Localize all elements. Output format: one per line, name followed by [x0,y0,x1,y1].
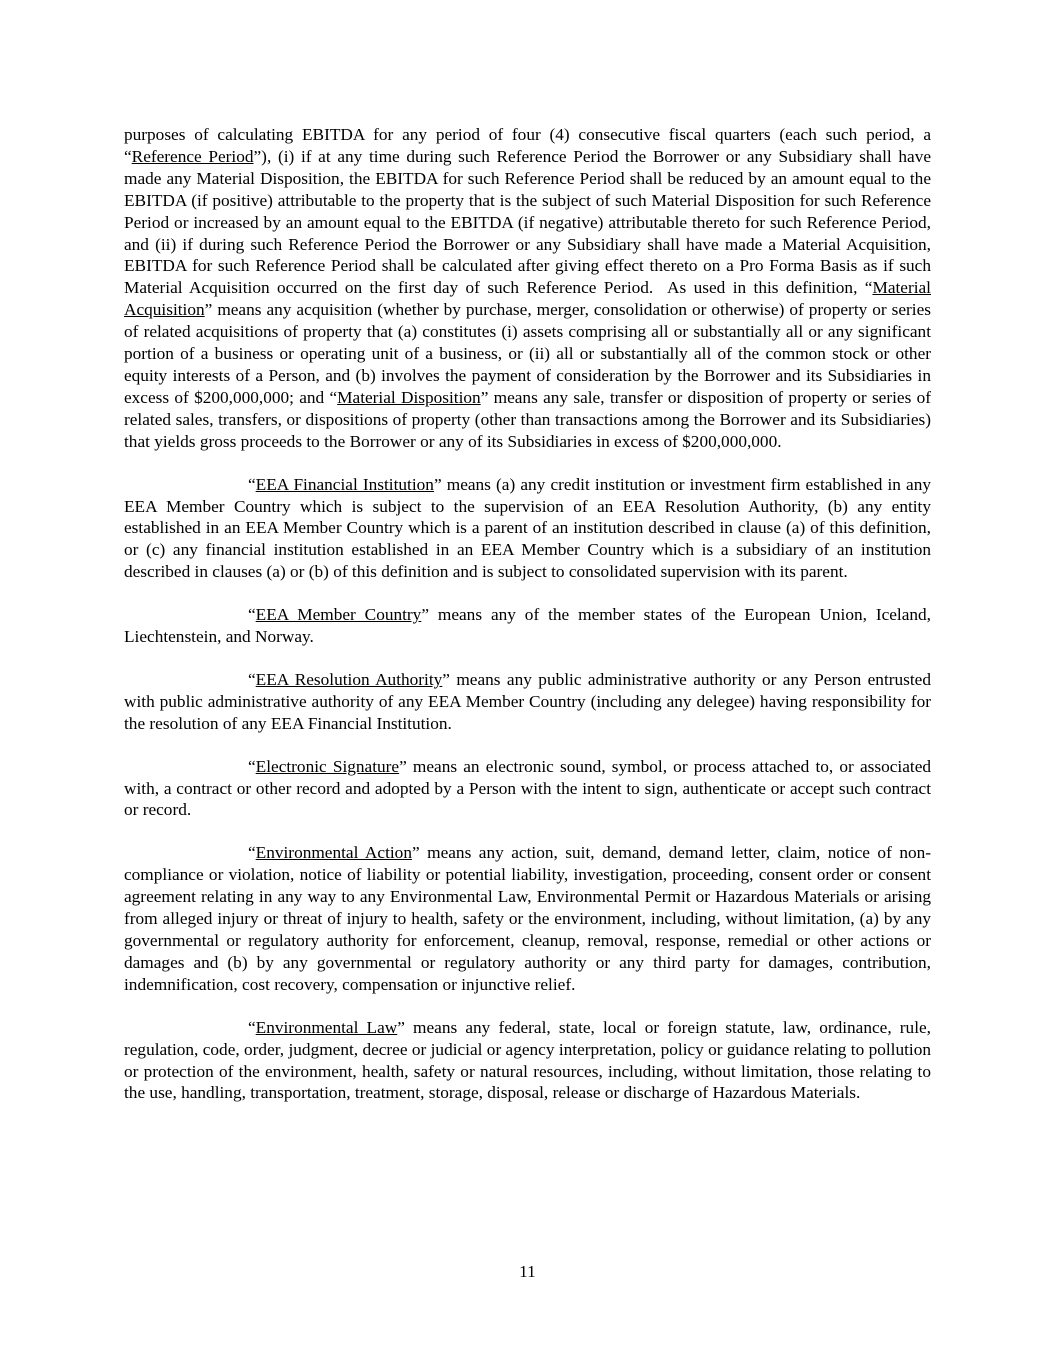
paragraph-text: ” means (a) any credit institution or investment firm established in any EEA Member Country which is subject to the supervision of an EEA Resolution Authority, (b) any entity established in an EEA Member Country which is a parent of an institution described in clause (a) of this definition, or (c) any financial institution established in an EEA Member Country which is a subsidiary of an institution described in clauses (a) or (b) of this definition and is subject to consolidated supervision with its parent. [124,474,931,582]
defined-term: Material Disposition [337,387,481,407]
defined-term: EEA Financial Institution [255,474,434,494]
paragraph-text: ” means any action, suit, demand, demand letter, claim, notice of non-compliance or violation, notice of liability or potential liability, investigation, proceeding, consent order or consent agreement relating in any way to any Environmental Law, Environmental Permit or Hazardous Materials or arising from alleged injury or threat of injury to health, safety or the environment, including, without limitation, (a) by any governmental or regulatory authority for enforcement, cleanup, removal, response, remedial or other actions or damages and (b) by any governmental or regulatory authority or any third party for damages, contribution, indemnification, cost recovery, compensation or injunctive relief. [124,843,932,994]
defined-term: Electronic Signature [255,756,400,776]
paragraph-text: “ [248,605,256,625]
definition-electronic-signature [124,756,931,822]
paragraph-text: ”), (i) if at any time during such Reference Period the Borrower or any Subsidiary shall have made any Material Disposition, the EBITDA for such Reference Period shall be reduced by an amount equal to the EBITDA (if positive) attributable to the property that is the subject of such Material Disposition for such Reference Period or increased by an amount equal to the EBITDA (if negative) attributable thereto for such Reference Period, and (ii) if during such Reference Period the Borrower or any Subsidiary shall have made a Material Acquisition, EBITDA for such Reference Period shall be calculated after giving effect thereto on a Pro Forma Basis as if such Material Acquisition occurred on the first day of such Reference Period. As used in this definition, “ [124,146,932,298]
definition-eea-member-country [124,604,931,648]
definition-eea-resolution-authority [124,669,931,735]
paragraph-text: “ [248,1017,256,1037]
definition-environmental-action [124,842,931,995]
defined-term: Environmental Action [255,843,412,863]
page-number: 11 [519,1262,536,1281]
paragraph-reference-period-continuation [124,124,931,453]
paragraph-text: “ [248,756,256,776]
paragraph-text: ” means an electronic sound, symbol, or process attached to, or associated with, a contract or other record and adopted by a Person with the intent to sign, authenticate or accept such contract or record. [124,756,931,820]
defined-term: Material Acquisition [124,278,931,320]
paragraph-text: “ [248,474,256,494]
defined-term: EEA Member Country [255,605,422,625]
definition-eea-financial-institution [124,474,931,584]
defined-term: Environmental Law [255,1017,398,1037]
paragraph-text: ” means any sale, transfer or disposition of property or series of related sales, transfers, or dispositions of property (other than transactions among the Borrower and its Subsidiaries) that yields gross proceeds to the Borrower or any of its Subsidiaries in excess of $200,000,000. [124,387,931,451]
paragraph-text: ” means any of the member states of the European Union, Iceland, Liechtenstein, and Norway. [124,605,931,647]
paragraph-text: ” means any federal, state, local or foreign statute, law, ordinance, rule, regulation, code, order, judgment, decree or judicial or agency interpretation, policy or guidance relating to pollution or protection of the environment, health, safety or natural resources, including, without limitation, those relating to the use, handling, transportation, treatment, storage, disposal, release or discharge of Hazardous Materials. [124,1017,931,1103]
paragraph-text: purposes of calculating EBITDA for any period of four (4) consecutive fiscal quarters (each such period, a “ [124,125,931,166]
paragraph-text: ” means any acquisition (whether by purchase, merger, consolidation or otherwise) of property or series of related acquisitions of property that (a) constitutes (i) assets comprising all or substantially all or any significant portion of a business or operating unit of a business, or (ii) all or substantially all of the common stock or other equity interests of a Person, and (b) involves the payment of consideration by the Borrower and its Subsidiaries in excess of $200,000,000; and “ [124,300,931,407]
paragraph-text: “ [248,843,256,863]
defined-term: Reference Period [131,146,254,166]
defined-term: EEA Resolution Authority [255,669,443,689]
document-body [124,124,931,1125]
paragraph-text: “ [248,669,256,689]
definition-environmental-law [124,1017,931,1105]
paragraph-text: ” means any public administrative authority or any Person entrusted with public administrative authority of any EEA Member Country (including any delegee) having responsibility for the resolution of any EEA Financial Institution. [124,669,931,733]
